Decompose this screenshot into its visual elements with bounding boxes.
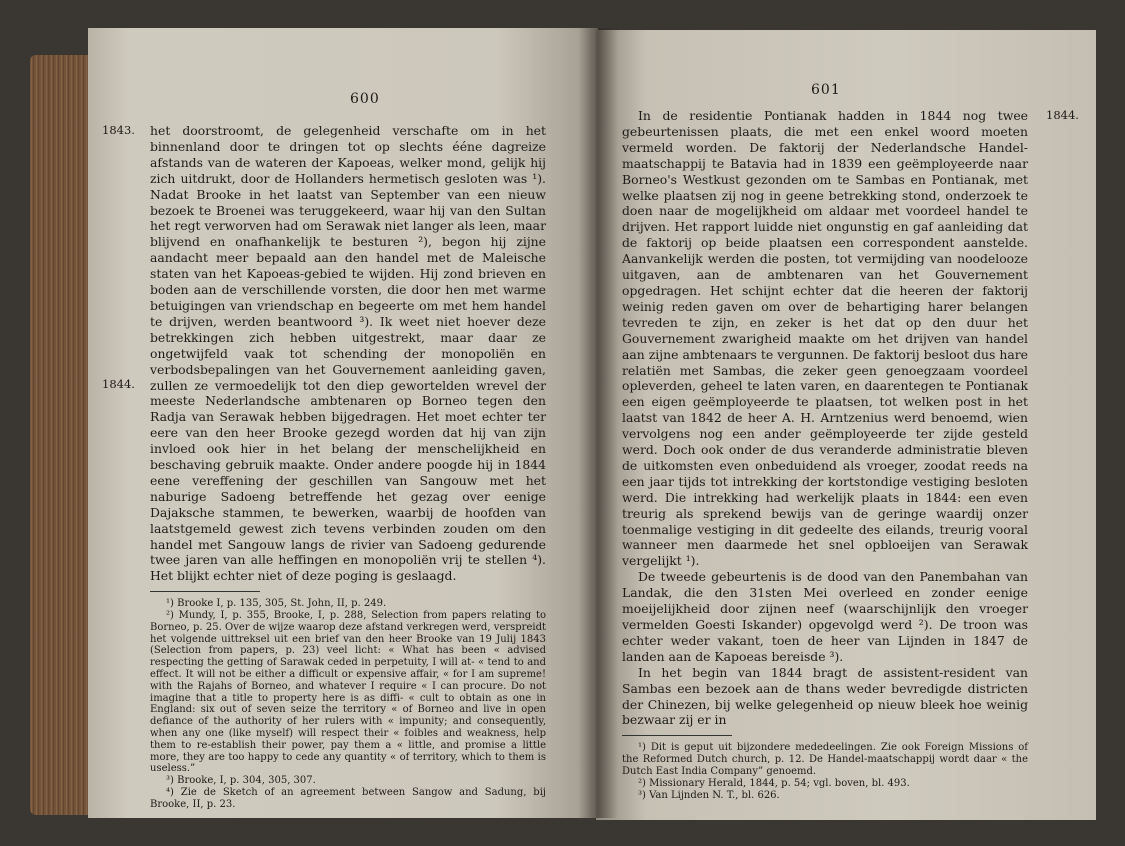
footnote-rule-right [622,735,732,736]
right-page-number: 601 [811,82,841,98]
left-footnote-1: ¹) Brooke I, p. 135, 305, St. John, II, p. 249. [166,598,387,610]
right-paragraph-2: De tweede gebeurtenis is de dood van den Panembahan van Landak, die den 31sten Mei overleed en zonder eenige moeijelijkheid door zijnen neef (waarschijnlijk den vroeger vermelden Goesti Iskander) opgevolgd werd ²). De troon was echter weder vakant, toen de heer van Lijnden in 1847 de landen aan de Kapoeas bereisde ³). [622,569,1028,664]
left-footnote-3: ³) Brooke, I, p. 304, 305, 307. [166,775,316,787]
right-paragraph-3: In het begin van 1844 bragt de assistent-resident van Sambas een bezoek aan de thans weder bevredigde districten der Chinezen, bij welke gelegenheid op nieuw bleek hoe weinig bezwaar zij er in [622,664,1028,728]
left-footnote-4: ⁴) Zie de Sketch of an agreement between Sangow and Sadung, bij Brooke, II, p. 23. [150,787,546,810]
footnote-rule-left [150,591,260,592]
left-page-number: 600 [350,91,380,107]
book-gutter [578,28,618,818]
right-footnote-2: ²) Missionary Herald, 1844, p. 54; vgl. boven, bl. 493. [638,777,910,789]
right-footnote-3: ³) Van Lijnden N. T., bl. 626. [638,789,780,801]
right-page [596,30,1096,820]
right-page-body [622,108,1028,801]
margin-year-1843: 1843. [102,123,135,137]
left-footnote-2: ²) Mundy, I, p. 355, Brooke, I, p. 288, Selection from papers relating to Borneo, p. 25. Over de wijze waarop deze afstand verkregen werd, verspreidt het volgende uittreksel uit een brief van den heer Brooke van 19 Julij 1843 (Selection from papers, p. 23) veel licht: « What has been « advised respecting the getting of Sarawak ceded in perpetuity, I will at- « tend to and effect. It will not be either a difficult or expensive affair, « for I am supreme! with the Rajahs of Borneo, and whatever I require « I can procure. Do not imagine that a title to property here is as diffi- « cult to obtain as one in England: six out of seven seize the territory « of Borneo and live in open defiance of the authority of her rulers with « impunity; and consequently, when any one (like myself) will respect their « foibles and weakness, help them to re-establish their power, pay them a « little, and promise a little more, they are too happy to cede any quantity « of territory, which to them is useless.” [150,610,546,775]
right-paragraph-1: In de residentie Pontianak hadden in 1844 nog twee gebeurtenissen plaats, die met een enkel woord moeten vermeld worden. De faktorij der Nederlandsche Handel-maatschappij te Batavia had in 1839 een geëmployeerde naar Borneo's Westkust gezonden om te Sambas en Pontianak, met welke plaatsen zij nog in geene betrekking stond, onderzoek te doen naar de mogelijkheid om aldaar met voordeel handel te drijven. Het rapport luidde niet ongunstig en gaf aanleiding dat de faktorij op beide plaatsen een correspondent aanstelde. Aanvankelijk werden die posten, tot vermijding van noodelooze uitgaven, aan de ambtenaren van het Gouvernement opgedragen. Het schijnt echter dat die heeren der faktorij weinig reden gaven om over de behartiging harer belangen tevreden te zijn, en zeker is het dat op den duur het Gouvernement zwarigheid maakte om het drijven van handel aan zijne ambtenaars te vergunnen. De faktorij besloot dus hare relatiën met Sambas, die zeker geen genoegzaam voordeel opleverden, geheel te laten varen, en daarentegen te Pontianak een eigen geëmployeerde te plaatsen, tot welken post in het laatst van 1842 de heer A. H. Arntzenius werd benoemd, wien vervolgens nog een ander geëmployeerde ter zijde gesteld werd. Doch ook onder de dus veranderde administratie bleven de uitkomsten even onbeduidend als vroeger, zoodat reeds na een jaar tijds tot intrekking der kortstondige vestiging besloten werd. Die intrekking had werkelijk plaats in 1844: een even treurig als sprekend bewijs van de geringe waardij onzer toenmalige vestiging in dit gedeelte des eilands, treurig vooral wanneer men daarmede het snel opbloeijen van Serawak vergelijkt ¹). [622,108,1028,569]
left-paragraph-1: het doorstroomt, de gelegenheid verschafte om in het binnenland door te dringen tot op slechts ééne dagreize afstands van de wateren der Kapoeas, welker mond, gelijk hij zich uitdrukt, door de Hollanders hermetisch gesloten was ¹). Nadat Brooke in het laatst van September van een nieuw bezoek te Broenei was teruggekeerd, waar hij van den Sultan het regt verworven had om Serawak niet langer als leen, maar blijvend en onafhankelijk te besturen ²), begon hij zijne aandacht meer bepaald aan den handel met de Maleische staten van het Kapoeas-gebied te wijden. Hij zond brieven en boden aan de verschillende vorsten, die door hen met warme betuigingen van vriendschap en begeerte om met hem handel te drijven, werden beantwoord ³). Ik weet niet hoever deze betrekkingen zich hebben uitgestrekt, maar daar ze ongetwijfeld vaak tot schending der monopoliën en verbodsbepalingen van het Gouvernement aanleiding gaven, zullen ze vermoedelijk tot den diep gewortelden wrevel der meeste Nederlandsche ambtenaren op Borneo tegen den Radja van Serawak hebben bijgedragen. Het moet echter ter eere van den heer Brooke gezegd worden dat hij van zijn invloed ook hier in het belang der menschelijkheid en beschaving gebruik maakte. Onder andere poogde hij in 1844 eene vereffening der geschillen van Sangouw met het naburige Sadoeng betreffende het gezag over eenige Dajaksche stammen, te bewerken, waarbij de hoofden van laatstgemeld gewest zich tevens verbinden zouden om den handel met Sangouw langs de rivier van Sadoeng gedurende twee jaren van alle heffingen en monopoliën vrij te stellen ⁴). Het blijkt echter niet of deze poging is geslaagd. [150,123,546,584]
left-page [88,28,598,818]
margin-year-1844-left: 1844. [102,377,135,391]
left-page-body [150,123,546,811]
right-footnote-1: ¹) Dit is geput uit bijzondere mededeelingen. Zie ook Foreign Missions of the Reformed Dutch church, p. 12. De Handel-maatschappij wordt daar « the Dutch East India Company” genoemd. [622,742,1028,777]
margin-year-1844-right: 1844. [1046,108,1079,122]
